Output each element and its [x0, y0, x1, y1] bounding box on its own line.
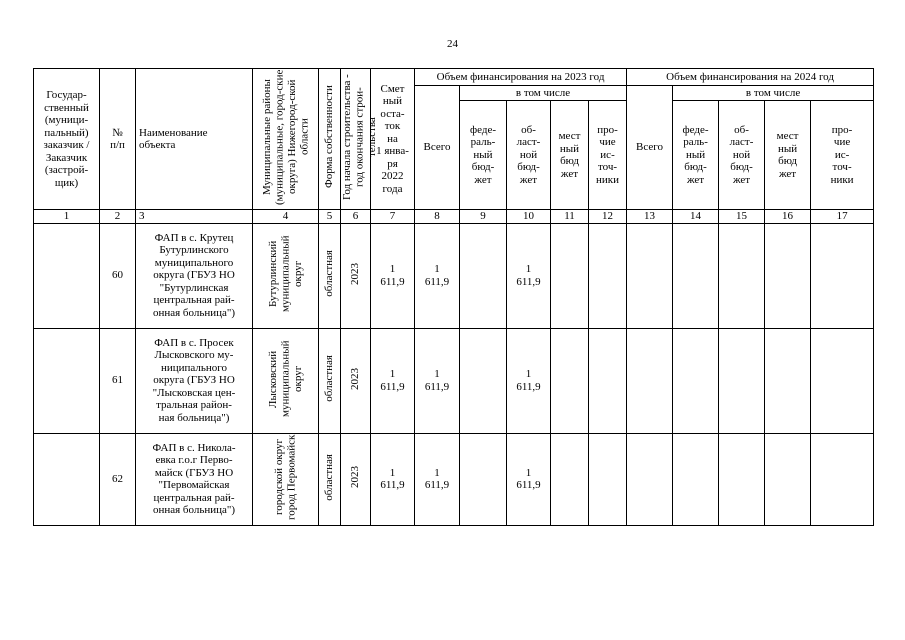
cell-district: [253, 328, 319, 433]
cell-ownership: [319, 328, 341, 433]
cell-customer: [34, 433, 100, 525]
cell-regional-2023: 1 611,9: [507, 433, 551, 525]
cell-name: ФАП в с. Никола- евка г.о.г Перво- майск (ГБУЗ НО "Первомайская центральная рай- онная больница"): [136, 433, 253, 525]
cell-federal-2024: [673, 223, 719, 328]
col-number: 16: [765, 210, 811, 224]
cell-regional-2023: 1 611,9: [507, 328, 551, 433]
header-total-2024: Всего: [627, 86, 673, 210]
col-number: 3: [136, 210, 253, 224]
col-number: 12: [589, 210, 627, 224]
column-numbers-row: [34, 210, 874, 224]
col-number: 2: [100, 210, 136, 224]
cell-local-2024: [765, 223, 811, 328]
header-other-2024: про- чие ис- точ- ники: [811, 101, 874, 210]
cell-federal-2023: [460, 433, 507, 525]
cell-ownership: [319, 223, 341, 328]
cell-total-2023: 1 611,9: [415, 223, 460, 328]
cell-district-text: городской округ город Первомайск: [273, 434, 298, 520]
cell-total-2023: 1 611,9: [415, 433, 460, 525]
cell-estimate: 1 611,9: [371, 223, 415, 328]
cell-total-2023: 1 611,9: [415, 328, 460, 433]
cell-year: [341, 328, 371, 433]
col-number: 13: [627, 210, 673, 224]
col-number: 10: [507, 210, 551, 224]
cell-other-2023: [589, 223, 627, 328]
cell-total-2024: [627, 433, 673, 525]
header-districts: [253, 69, 319, 210]
header-name: Наименование объекта: [136, 69, 253, 210]
cell-other-2024: [811, 328, 874, 433]
cell-year: [341, 433, 371, 525]
cell-other-2024: [811, 223, 874, 328]
cell-year: [341, 223, 371, 328]
cell-local-2024: [765, 433, 811, 525]
col-number: 4: [253, 210, 319, 224]
cell-name: ФАП в с. Просек Лысковского му- ниципального округа (ГБУЗ НО "Лысковская цен- тральная район- ная больница"): [136, 328, 253, 433]
cell-num: 60: [100, 223, 136, 328]
cell-num: 62: [100, 433, 136, 525]
col-number: 11: [551, 210, 589, 224]
cell-regional-2024: [719, 223, 765, 328]
header-ownership-text: Форма собственности: [323, 85, 336, 189]
table-row: [34, 328, 874, 433]
cell-ownership-text: областная: [323, 355, 336, 403]
cell-regional-2024: [719, 328, 765, 433]
cell-year-text: 2023: [349, 466, 362, 489]
header-fin-2024: Объем финансирования на 2024 год: [627, 69, 874, 86]
col-number: 6: [341, 210, 371, 224]
header-num: № п/п: [100, 69, 136, 210]
header-total-2023: Всего: [415, 86, 460, 210]
header-incl-2023: в том числе: [460, 86, 627, 101]
cell-year-text: 2023: [349, 367, 362, 390]
cell-total-2024: [627, 223, 673, 328]
header-estimate: Смет ный оста- ток на 1 янва- ря 2022 года: [371, 69, 415, 210]
cell-local-2023: [551, 223, 589, 328]
cell-district: [253, 433, 319, 525]
cell-ownership-text: областная: [323, 250, 336, 298]
col-number: 8: [415, 210, 460, 224]
cell-other-2024: [811, 433, 874, 525]
cell-estimate: 1 611,9: [371, 328, 415, 433]
cell-federal-2023: [460, 223, 507, 328]
header-federal-2023: феде- раль- ный бюд- жет: [460, 101, 507, 210]
header-ownership: [319, 69, 341, 210]
cell-customer: [34, 223, 100, 328]
cell-federal-2023: [460, 328, 507, 433]
header-regional-2024: об- ласт- ной бюд- жет: [719, 101, 765, 210]
cell-district-text: Бутурлинский муниципальный округ: [266, 235, 304, 313]
header-local-2023: мест ный бюд жет: [551, 101, 589, 210]
header-federal-2024: феде- раль- ный бюд- жет: [673, 101, 719, 210]
financing-table: [33, 68, 874, 526]
col-number: 1: [34, 210, 100, 224]
cell-ownership: [319, 433, 341, 525]
cell-name: ФАП в с. Крутец Бутурлинского муниципального округа (ГБУЗ НО "Бутурлинская центральная рай- онная больница"): [136, 223, 253, 328]
cell-other-2023: [589, 433, 627, 525]
header-years: [341, 69, 378, 210]
header-districts-text: Муниципальные районы (муниципальные, город-ские округа) Нижегород-ской области: [260, 69, 310, 205]
cell-ownership-text: областная: [323, 453, 336, 501]
header-fin-2023: Объем финансирования на 2023 год: [415, 69, 627, 86]
cell-federal-2024: [673, 328, 719, 433]
cell-estimate: 1 611,9: [371, 433, 415, 525]
col-number: 9: [460, 210, 507, 224]
cell-regional-2024: [719, 433, 765, 525]
header-other-2023: про- чие ис- точ- ники: [589, 101, 627, 210]
header-incl-2024: в том числе: [673, 86, 874, 101]
cell-local-2023: [551, 433, 589, 525]
table-row: [34, 433, 874, 525]
cell-district-text: Лысковский муниципальный округ: [266, 340, 304, 418]
table-row: [34, 223, 874, 328]
col-number: 15: [719, 210, 765, 224]
header-customer: Государ- ственный (муници- пальный) заказчик / Заказчик (застрой- щик): [34, 69, 100, 210]
cell-num: 61: [100, 328, 136, 433]
cell-regional-2023: 1 611,9: [507, 223, 551, 328]
col-number: 7: [371, 210, 415, 224]
cell-local-2024: [765, 328, 811, 433]
cell-district: [253, 223, 319, 328]
cell-year-text: 2023: [349, 262, 362, 285]
header-local-2024: мест ный бюд жет: [765, 101, 811, 210]
cell-total-2024: [627, 328, 673, 433]
cell-other-2023: [589, 328, 627, 433]
cell-local-2023: [551, 328, 589, 433]
cell-federal-2024: [673, 433, 719, 525]
page-number: 24: [447, 38, 458, 50]
header-regional-2023: об- ласт- ной бюд- жет: [507, 101, 551, 210]
col-number: 14: [673, 210, 719, 224]
header-years-text: Год начала строительства - год окончания строи-тельства: [341, 74, 378, 201]
col-number: 17: [811, 210, 874, 224]
col-number: 5: [319, 210, 341, 224]
cell-customer: [34, 328, 100, 433]
